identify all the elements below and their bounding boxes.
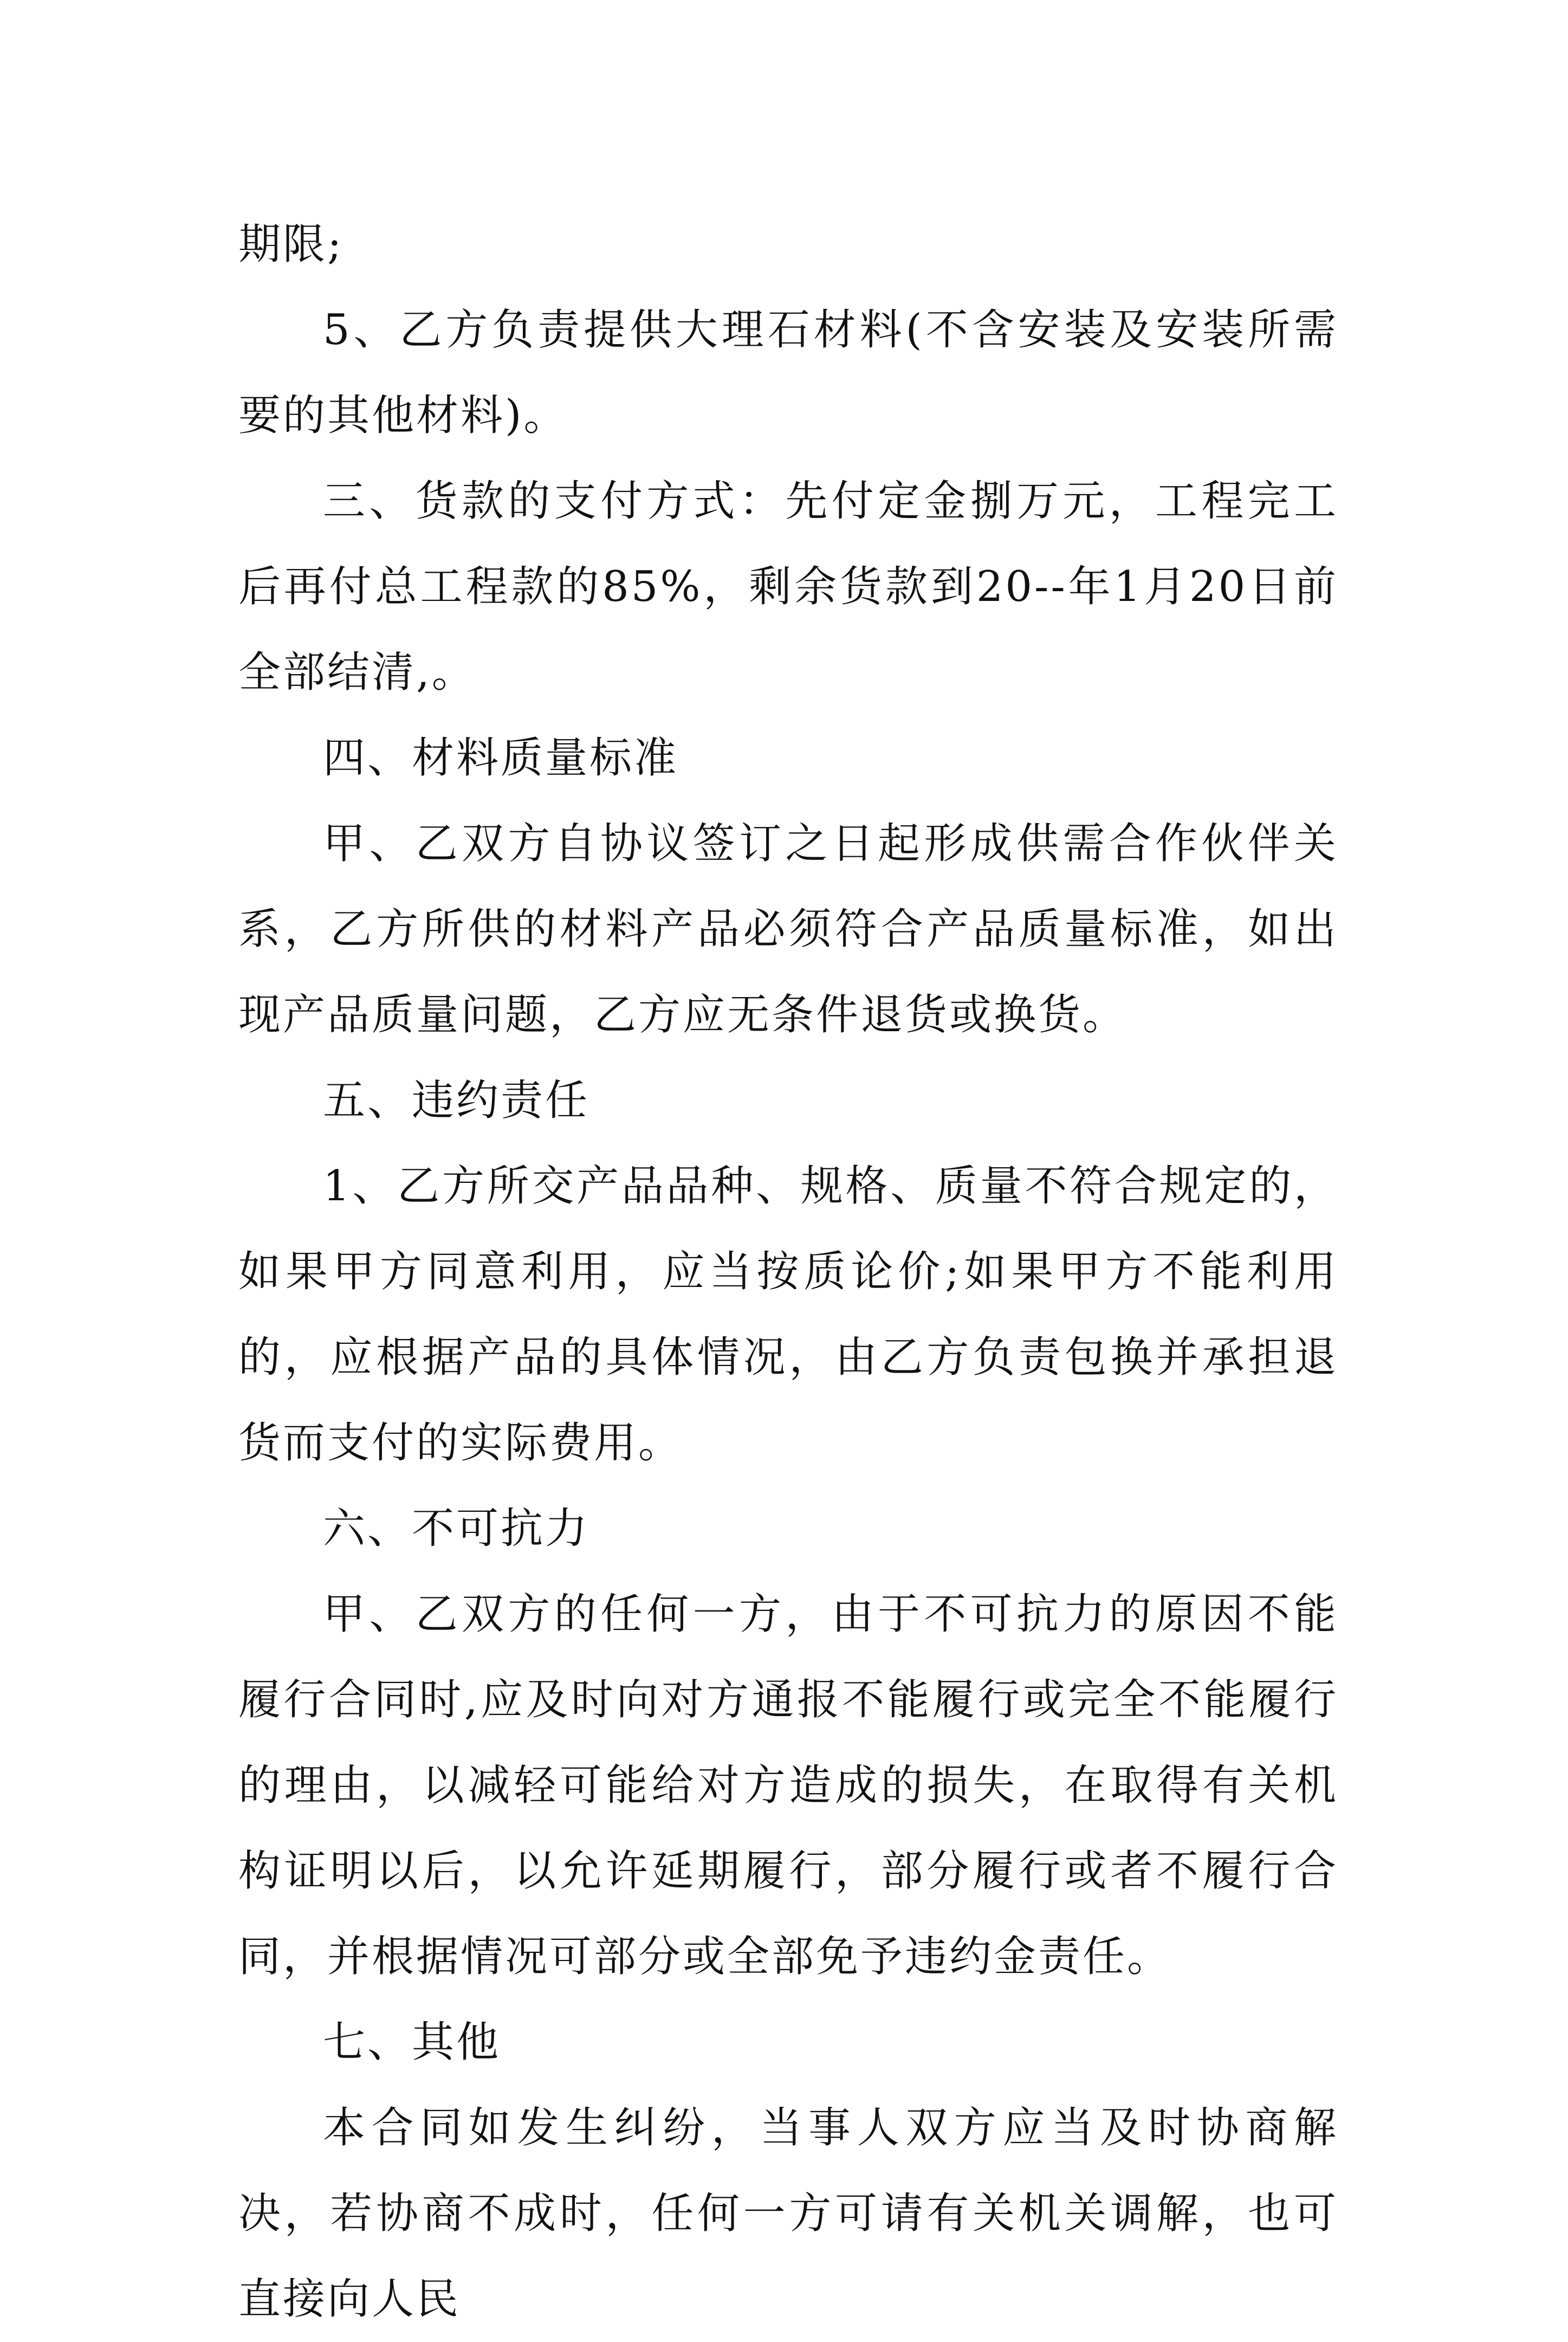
paragraph-force-majeure: 甲、乙双方的任何一方，由于不可抗力的原因不能履行合同时,应及时向对方通报不能履行或完全不能履行的理由，以减轻可能给对方造成的损失，在取得有关机构证明以后，以允许延期履行，部分履行或者不履行合同，并根据情况可部分或全部免予违约金责任。 (238, 1590, 1338, 1981)
paragraph-liability: 1、乙方所交产品品种、规格、质量不符合规定的，如果甲方同意利用，应当按质论价;如果甲方不能利用的，应根据产品的具体情况，由乙方负责包换并承担退货而支付的实际费用。 (238, 1162, 1338, 1467)
document-body (238, 202, 1338, 2342)
paragraph-other: 本合同如发生纠纷，当事人双方应当及时协商解决，若协商不成时，任何一方可请有关机关调解，也可直接向人民 (238, 2104, 1338, 2324)
section-heading-other: 七、其他 (323, 2018, 501, 2067)
paragraph-continuation: 期限; (238, 220, 344, 269)
section-heading-liability: 五、违约责任 (323, 1076, 590, 1125)
section-heading-force-majeure: 六、不可抗力 (323, 1504, 590, 1553)
paragraph-quality: 甲、乙双方自协议签订之日起形成供需合作伙伴关系，乙方所供的材料产品必须符合产品质量标准，如出现产品质量问题，乙方应无条件退货或换货。 (238, 819, 1338, 1039)
paragraph-item-5: 5、乙方负责提供大理石材料(不含安装及安装所需要的其他材料)。 (238, 306, 1338, 440)
section-heading-quality: 四、材料质量标准 (323, 734, 679, 782)
paragraph-payment-terms: 三、货款的支付方式：先付定金捌万元，工程完工后再付总工程款的85%，剩余货款到20--年1月20日前全部结清,。 (238, 477, 1338, 697)
